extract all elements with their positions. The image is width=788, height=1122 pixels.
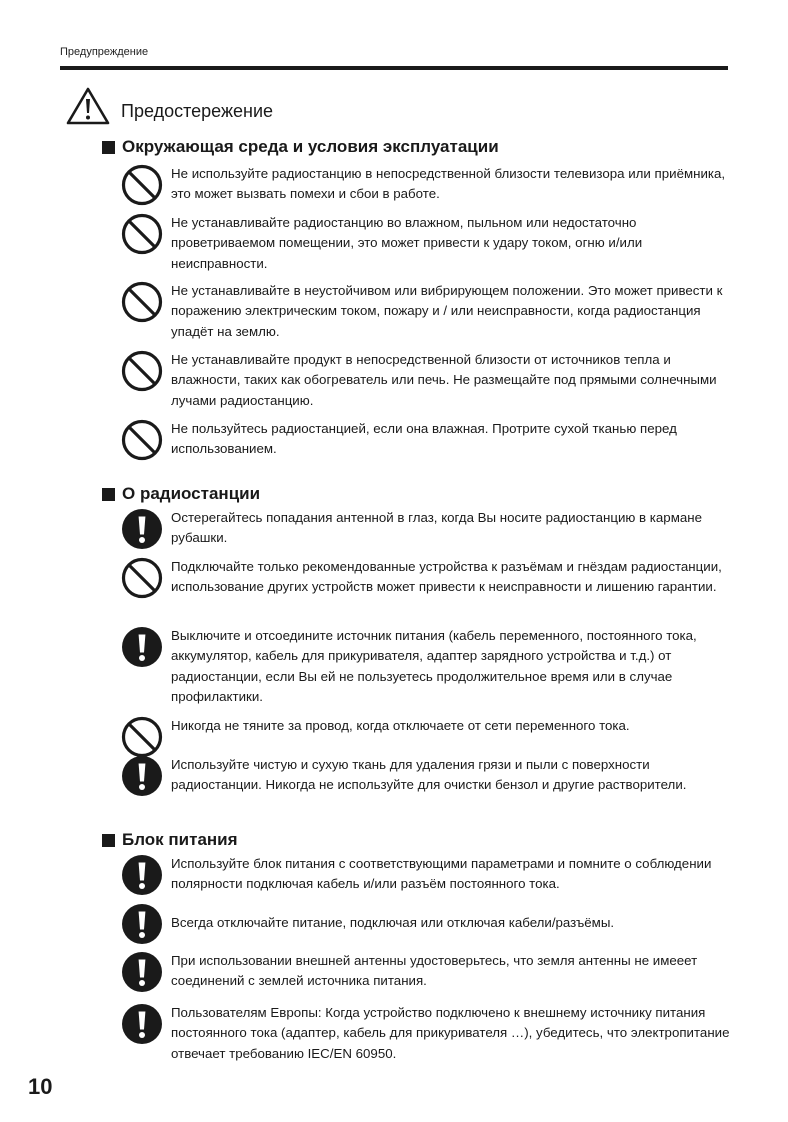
mandatory-icon bbox=[121, 903, 163, 945]
section-heading-power bbox=[102, 830, 238, 850]
prohibition-icon bbox=[121, 557, 163, 599]
warning-item bbox=[121, 903, 731, 933]
warning-text: При использовании внешней антенны удостоверьтесь, что земля антенны не имееет соединений с землей источника питания. bbox=[171, 953, 698, 989]
bullet-square-icon bbox=[102, 834, 115, 847]
warning-text: Используйте чистую и сухую ткань для удаления грязи и пыли с поверхности радиостанции. Никогда не используйте для очистки бензол и другие растворители. bbox=[171, 757, 687, 793]
warning-item bbox=[121, 213, 731, 274]
warning-item bbox=[121, 755, 731, 796]
mandatory-icon bbox=[121, 854, 163, 896]
warning-item bbox=[121, 557, 731, 598]
mandatory-icon bbox=[121, 755, 163, 797]
warning-item bbox=[121, 854, 731, 895]
section-heading-environment bbox=[102, 137, 499, 157]
warning-item bbox=[121, 350, 731, 411]
warning-text: Пользователям Европы: Когда устройство подключено к внешнему источнику питания постоянного тока (адаптер, кабель для прикуривателя …), убедитесь, что электропитание отвечает требованию IEC/EN 60950. bbox=[171, 1005, 730, 1061]
warning-item bbox=[121, 951, 731, 992]
section-title: Окружающая среда и условия эксплуатации bbox=[122, 137, 499, 156]
warning-text: Не устанавливайте продукт в непосредственной близости от источников тепла и влажности, таких как обогреватель или печь. Не размещайте под прямыми солнечными лучами радиостанцию. bbox=[171, 352, 717, 408]
warning-text: Подключайте только рекомендованные устройства к разъёмам и гнёздам радиостанции, использование других устройств может привести к неисправности и лишению гарантии. bbox=[171, 559, 722, 595]
warning-item bbox=[121, 1003, 731, 1064]
warning-text: Выключите и отсоедините источник питания (кабель переменного, постоянного тока, аккумулятор, кабель для прикуривателя, адаптер зарядного устройства и т.д.) от радиостанции, если Вы ей не пользуетесь продолжительное время или в случае профилактики. bbox=[171, 628, 697, 704]
warning-text: Не используйте радиостанцию в непосредственной близости телевизора или приёмника, это может вызвать помехи и сбои в работе. bbox=[171, 166, 726, 202]
section-heading-radio bbox=[102, 484, 260, 504]
warning-item bbox=[121, 164, 731, 205]
warning-text: Не пользуйтесь радиостанцией, если она влажная. Протрите сухой тканью перед использованием. bbox=[171, 421, 677, 457]
header-rule bbox=[60, 66, 728, 70]
warning-text: Никогда не тяните за провод, когда отключаете от сети переменного тока. bbox=[171, 718, 630, 733]
prohibition-icon bbox=[121, 281, 163, 323]
warning-text: Не устанавливайте радиостанцию во влажном, пыльном или недостаточно проветриваемом помещении, это может привести к удару током, огню и/или неисправности. bbox=[171, 215, 643, 271]
section-title: О радиостанции bbox=[122, 484, 261, 503]
mandatory-icon bbox=[121, 626, 163, 668]
prohibition-icon bbox=[121, 716, 163, 758]
warning-item bbox=[121, 716, 731, 736]
section-title: Блок питания bbox=[122, 830, 238, 849]
prohibition-icon bbox=[121, 419, 163, 461]
bullet-square-icon bbox=[102, 488, 115, 501]
warning-item bbox=[121, 626, 731, 707]
mandatory-icon bbox=[121, 1003, 163, 1045]
mandatory-icon bbox=[121, 508, 163, 550]
warning-text: Не устанавливайте в неустойчивом или вибрирующем положении. Это может привести к поражению электрическим током, пожару и / или неисправности, когда радиостанция упадёт на землю. bbox=[171, 283, 723, 339]
running-header: Предупреждение bbox=[60, 46, 149, 58]
warning-text: Остерегайтесь попадания антенной в глаз, когда Вы носите радиостанцию в кармане рубашки. bbox=[171, 510, 702, 546]
warning-text: Всегда отключайте питание, подключая или отключая кабели/разъёмы. bbox=[171, 915, 615, 930]
prohibition-icon bbox=[121, 350, 163, 392]
warning-text: Используйте блок питания с соответствующими параметрами и помните о соблюдении полярности подключая кабель и/или разъём постоянного тока. bbox=[171, 856, 712, 892]
page-number: 10 bbox=[28, 1074, 53, 1099]
bullet-square-icon bbox=[102, 141, 115, 154]
mandatory-icon bbox=[121, 951, 163, 993]
caution-heading bbox=[65, 86, 273, 126]
warning-item bbox=[121, 508, 731, 549]
warning-item bbox=[121, 419, 731, 460]
prohibition-icon bbox=[121, 164, 163, 206]
caution-title: Предостережение bbox=[121, 100, 274, 121]
prohibition-icon bbox=[121, 213, 163, 255]
warning-triangle-icon bbox=[65, 86, 111, 126]
warning-item bbox=[121, 281, 731, 342]
